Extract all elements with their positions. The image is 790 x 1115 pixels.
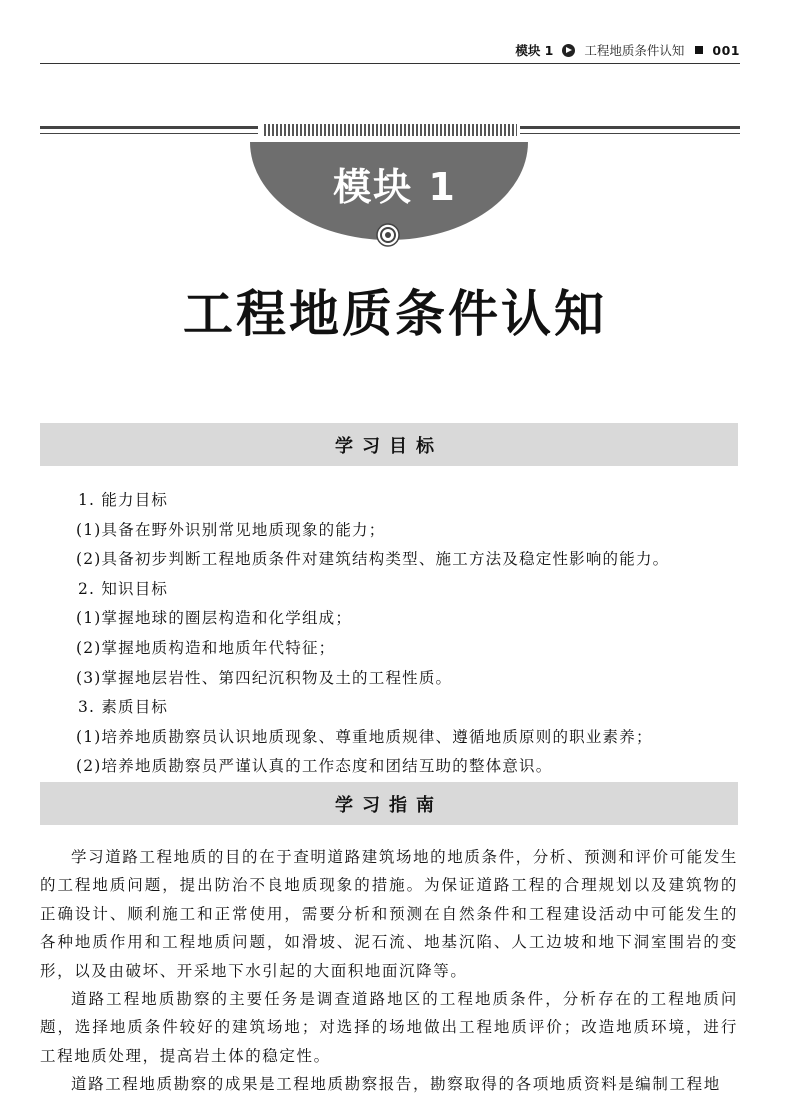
objective-item: (3)掌握地层岩性、第四纪沉积物及土的工程性质。 — [76, 668, 453, 687]
guide-heading: 学习指南 — [40, 782, 738, 825]
objective-item: (1)掌握地球的圈层构造和化学组成； — [76, 609, 353, 628]
banner-right-thin-line — [520, 133, 740, 134]
objectives-list — [76, 486, 736, 782]
banner-left-line — [40, 126, 258, 129]
header-module: 模块 1 — [515, 43, 554, 58]
objective-group-title: 1. 能力目标 — [78, 491, 169, 509]
header-rule — [40, 63, 740, 64]
module-label: 模块 1 — [333, 165, 457, 209]
guide-paragraph: 学习道路工程地质的目的在于查明道路建筑场地的地质条件，分析、预测和评价可能发生的工程地质问题，提出防治不良地质现象的措施。为保证道路工程的合理规划以及建筑物的正确设计、顺利施工和正常使用，需要分析和预测在自然条件和工程建设活动中可能发生的各种地质作用和工程地质问题，如滑坡、泥石流、地基沉陷、人工边坡和地下洞室围岩的变形，以及由破坏、开采地下水引起的大面积地面沉降等。 — [40, 848, 738, 980]
chapter-title: 工程地质条件认知 — [183, 285, 607, 343]
banner-stripes — [262, 124, 517, 136]
running-header — [40, 38, 740, 62]
objective-item: (2)具备初步判断工程地质条件对建筑结构类型、施工方法及稳定性影响的能力。 — [76, 550, 670, 569]
arrow-right-icon — [562, 44, 575, 57]
banner-left-thin-line — [40, 133, 258, 134]
objective-item: (1)具备在野外识别常见地质现象的能力； — [76, 520, 386, 539]
banner-right-line — [520, 126, 740, 129]
objective-group-title: 3. 素质目标 — [78, 698, 169, 717]
guide-paragraph: 道路工程地质勘察的主要任务是调查道路地区的工程地质条件，分析存在的工程地质问题，选择地质条件较好的建筑场地；对选择的场地做出工程地质评价；改造地质环境，进行工程地质处理，提高岩土体的稳定性。 — [40, 990, 738, 1065]
objective-group-title: 2. 知识目标 — [78, 579, 169, 598]
objective-item: (1)培养地质勘察员认识地质现象、尊重地质规律、遵循地质原则的职业素养； — [76, 727, 653, 746]
objective-item: (2)掌握地质构造和地质年代特征； — [76, 638, 336, 657]
objective-item: (2)培养地质勘察员严谨认真的工作态度和团结互助的整体意识。 — [76, 757, 553, 776]
target-ornament-icon — [377, 224, 399, 246]
square-bullet-icon — [695, 46, 703, 54]
objectives-heading: 学习目标 — [40, 423, 738, 466]
guide-body — [40, 843, 738, 1099]
header-chapter-title: 工程地质条件认知 — [584, 43, 685, 58]
guide-paragraph: 道路工程地质勘察的成果是工程地质勘察报告，勘察取得的各项地质资料是编制工程地 — [71, 1075, 721, 1094]
page-number: 001 — [712, 42, 740, 58]
